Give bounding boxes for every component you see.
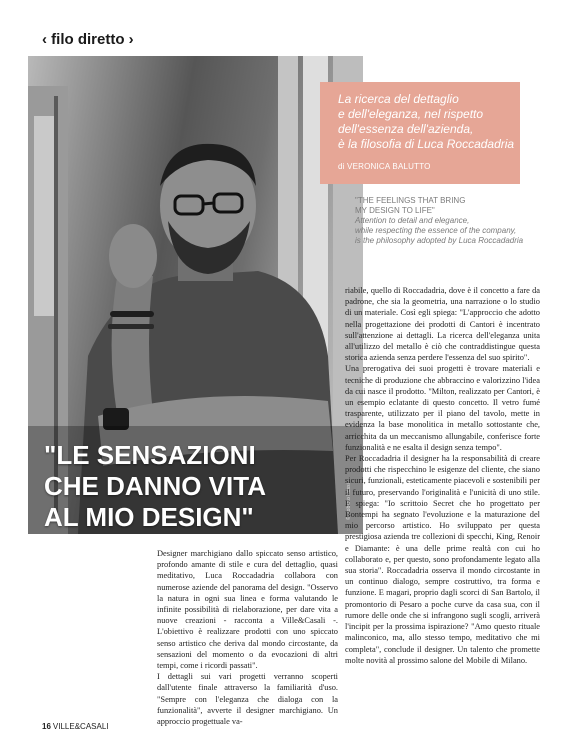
english-text-line: Attention to detail and elegance, xyxy=(355,216,470,225)
body-paragraph: Una prerogativa dei suoi progetti è trovare materiali e tecniche di produzione che abbraccino e valorizzino l'idea da cui nasce il prodotto. "Milton, realizzato per Cantori, è un esempio eclatante di questo concetto. Il vetro fumé trasparente, utilizzato per il piano del tavolo, mette in evidenza la base monolitica in metallo sottostante che, arricchita da un meccanismo allungabile, conferisce forte funzionalità e ne esalta il design senza tempo". xyxy=(345,364,540,452)
english-text-line: while respecting the essence of the company, xyxy=(355,226,517,235)
english-title-line: "THE FEELINGS THAT BRING xyxy=(355,196,466,205)
english-summary xyxy=(355,196,523,246)
body-paragraph: Per Roccadadria il designer ha la responsabilità di creare prodotti che rispecchino le esigenze del cliente, che siano sicuri, funzionali, esteticamente piacevoli e sostenibili per il futuro, preservando l'originalità e l'unicità di uno stile. E spiega: "Io scrittoio Secret che ho progettato per Bontempi ha segnato l'evoluzione e la maturazione del mio percorso artistico. Ho sviluppato per questa prestigiosa azienda tre collezioni di specchi, King, Renoir e Diamante: è una delle prime realtà con cui ho collaborato e, per questo, sono profondamente legato alla sua storia". Roccadadria osserva il mondo circostante in un continuo dialogo, sempre costruttivo, tra forma e funzione. E magari, proprio dagli scorci di San Bartolo, il promontorio di Pesaro a poche curve da casa sua, con il rumore delle onde che si infrangono sugli scogli, arriverà l'incipit per la prossima ispirazione? "Amo questo rituale malinconico, ma, allo stesso tempo, meditativo che mi completa", conclude il designer. Un talento che promette molte novità al prossimo salone del Mobile di Milano. xyxy=(345,454,540,665)
body-paragraph: riabile, quello di Roccadadria, dove è il concetto a fare da padrone, che sia la geometria, una narrazione o lo studio di un materiale. Così egli spiega: "L'approccio che adotto nella progettazione dei prodotti di Cantori è incentrato sull'attenzione ai dettagli. La ricerca dell'eleganza unita all'utilizzo del metallo è ciò che contraddistingue questa storica azienda senza perdere l'essenza del suo spirito". xyxy=(345,286,540,363)
body-column-right xyxy=(345,285,540,666)
headline-line-1: "LE SENSAZIONI xyxy=(44,440,256,470)
headline xyxy=(44,440,266,533)
pull-quote-line: dell'essenza dell'azienda, xyxy=(338,122,474,136)
english-title-line: MY DESIGN TO LIFE" xyxy=(355,206,435,215)
page-number: 16 xyxy=(42,722,51,731)
body-column-left xyxy=(157,548,338,727)
english-text-line: is the philosophy adopted by Luca Roccadadria xyxy=(355,236,524,245)
magazine-name: VILLE&CASALI xyxy=(52,722,109,731)
body-paragraph: Designer marchigiano dallo spiccato senso artistico, profondo amante di stile e cura del dettaglio, quasi meditativo, Luca Roccadadria collabora con numerose aziende del panorama del design. "Osservo la natura in ogni sua linea e forma valutando le infinite possibilità di rielaborazione, per dare vita a nuove creazioni - racconta a Ville&Casali -. L'obiettivo è realizzare prodotti con uno spiccato senso artistico che deriva dal mondo circostante, da sensazioni del momento o da evocazioni di altri tempi, come i ricordi passati". xyxy=(157,549,338,671)
headline-line-2: CHE DANNO VITA xyxy=(44,471,266,501)
pull-quote xyxy=(338,92,515,152)
headline-line-3: AL MIO DESIGN" xyxy=(44,502,254,532)
pull-quote-box xyxy=(320,82,520,184)
section-header: ‹ filo diretto › xyxy=(42,31,134,48)
photo-credit: © Roberto Rossi xyxy=(346,483,352,520)
author-byline: di VERONICA BALUTTO xyxy=(338,162,431,171)
pull-quote-line: è la filosofia di Luca Roccadadria xyxy=(338,137,515,151)
page-folio xyxy=(42,722,109,731)
pull-quote-line: e dell'eleganza, nel rispetto xyxy=(338,107,484,121)
body-paragraph: I dettagli sui vari progetti verranno scoperti dall'utente finale attraverso la familiarità d'uso. "Sempre con l'eleganza che dialoga con la funzionalità", avverte il designer marchigiano. Un approccio progettuale va- xyxy=(157,672,338,727)
pull-quote-line: La ricerca del dettaglio xyxy=(338,92,459,106)
